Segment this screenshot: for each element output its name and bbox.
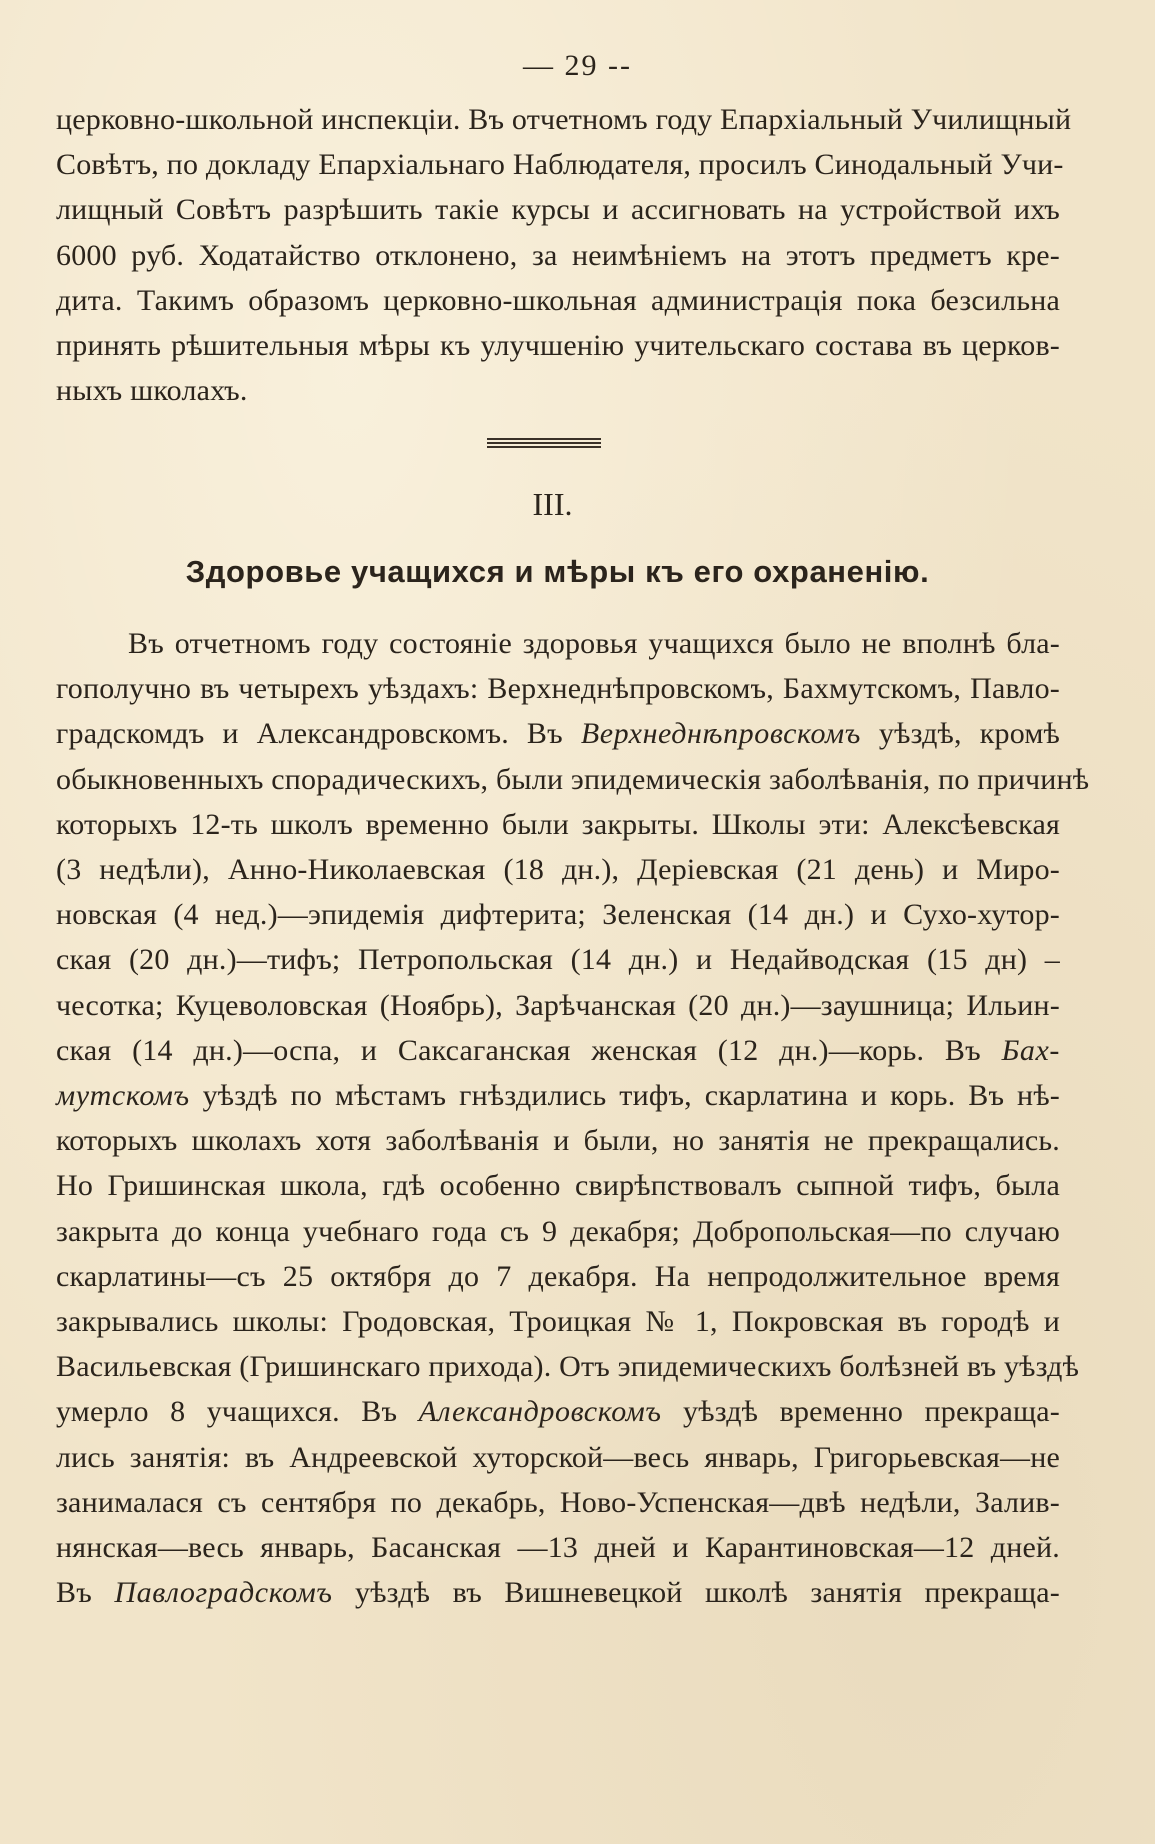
body-line [56, 1257, 1060, 1297]
line-text: закрыта до конца учебнаго года съ 9 декабря; Добропольская—по случаю [56, 1214, 1060, 1248]
body-line [56, 805, 1060, 845]
body-line [56, 1528, 1060, 1568]
intro-line: 6000 руб. Ходатайство отклонено, за неимѣніемъ на этотъ предметъ кре- [56, 238, 1060, 272]
line-text: обыкновенныхъ спорадическихъ, были эпидемическія заболѣванія, по причинѣ [56, 762, 1090, 796]
section-number: III. [532, 486, 573, 522]
body-line [56, 1302, 1060, 1342]
body-line [56, 1212, 1060, 1252]
italic-district-name: Александровскомъ [418, 1395, 662, 1429]
body-line [56, 1076, 1060, 1116]
line-text: Въ отчетномъ году состояніе здоровья учащихся было не вполнѣ бла- [128, 627, 1060, 660]
body-line [56, 1483, 1060, 1523]
body-line [56, 1121, 1060, 1161]
body-line [56, 760, 1090, 800]
page-number: — 29 -- [523, 49, 632, 82]
intro-line: ныхъ школахъ. [56, 374, 248, 408]
line-text: Въ [56, 1576, 115, 1610]
body-line [56, 1347, 1080, 1387]
body-line [56, 1573, 1060, 1613]
line-text: закрывались школы: Гродовская, Троицкая № 1, Покровская въ городѣ и [56, 1305, 1060, 1338]
body-line [128, 624, 1060, 664]
italic-district-name: Павлоградскомъ [114, 1576, 333, 1610]
line-text: уѣздѣ въ Вишневецкой школѣ занятія прекраща- [332, 1576, 1060, 1610]
body-line [56, 1031, 1060, 1071]
body-line [56, 850, 1060, 890]
line-text: Но Гришинская школа, гдѣ особенно свирѣпствовалъ сыпной тифъ, была [56, 1169, 1060, 1203]
line-text: нянская—весь январь, Басанская —13 дней и Карантиновская—12 дней. [56, 1531, 1060, 1564]
line-text: которыхъ школахъ хотя заболѣванія и были, но занятія не прекращались. [56, 1124, 1060, 1158]
line-text: градскомдъ и Александровскомъ. Въ [56, 717, 581, 751]
line-text: Васильевская (Гришинскаго прихода). Отъ эпидемическихъ болѣзней въ уѣздѣ [56, 1350, 1080, 1384]
line-text: скарлатины—съ 25 октября до 7 декабря. На непродолжительное время [56, 1259, 1060, 1293]
intro-line: церковно-школьной инспекціи. Въ отчетномъ году Епархіальный Училищный [56, 103, 1072, 136]
body-line [56, 714, 1060, 754]
italic-district-name: мутскомъ [56, 1079, 190, 1112]
body-line [56, 1166, 1060, 1206]
body-line [56, 1438, 1060, 1478]
line-text: (3 недѣли), Анно-Николаевская (18 дн.), Деріевская (21 день) и Миро- [56, 853, 1060, 886]
line-text: уѣздѣ по мѣстамъ гнѣздились тифъ, скарлатина и корь. Въ нѣ- [189, 1079, 1060, 1112]
section-divider [487, 438, 601, 447]
line-text: умерло 8 учащихся. Въ [56, 1395, 419, 1429]
intro-line: принять рѣшительныя мѣры къ улучшенію учительскаго состава въ церков- [56, 329, 1060, 362]
body-line [56, 940, 1060, 980]
italic-district-name: Бах- [1001, 1033, 1060, 1067]
line-text: ская (14 дн.)—оспа, и Саксаганская женская (12 дн.)—корь. Въ [56, 1033, 1002, 1067]
line-text: новская (4 нед.)—эпидемія дифтерита; Зеленская (14 дн.) и Сухо-хутор- [56, 898, 1060, 932]
line-text: уѣздѣ временно прекраща- [661, 1395, 1060, 1429]
body-line [56, 895, 1060, 935]
body-line [56, 669, 1060, 709]
line-text: занималася съ сентября по декабрь, Ново-Успенская—двѣ недѣли, Залив- [56, 1485, 1060, 1519]
intro-line: дита. Такимъ образомъ церковно-школьная администрація пока безсильна [56, 283, 1060, 317]
body-line [56, 1392, 1060, 1432]
line-text: ская (20 дн.)—тифъ; Петропольская (14 дн.) и Недайводская (15 дн) – [56, 943, 1060, 977]
body-line [56, 986, 1060, 1026]
italic-district-name: Верхнеднѣпровскомъ [580, 717, 861, 751]
line-text: чесотка; Куцеволовская (Ноябрь), Зарѣчанская (20 дн.)—заушница; Ильин- [56, 988, 1060, 1022]
intro-line: лищный Совѣтъ разрѣшить такіе курсы и ассигновать на устройствой ихъ [56, 193, 1060, 227]
section-title: Здоровье учащихся и мѣры къ его охраненію. [185, 554, 930, 589]
line-text: которыхъ 12-ть школъ временно были закрыты. Школы эти: Алексѣевская [56, 807, 1060, 841]
line-text: гополучно въ четырехъ уѣздахъ: Верхнеднѣпровскомъ, Бахмутскомъ, Павло- [56, 672, 1060, 706]
line-text: лись занятія: въ Андреевской хуторской—весь январь, Григорьевская—не [56, 1440, 1060, 1474]
intro-line: Совѣтъ, по докладу Епархіальнаго Наблюдателя, просилъ Синодальный Учи- [56, 148, 1064, 182]
line-text: уѣздѣ, кромѣ [860, 717, 1060, 751]
